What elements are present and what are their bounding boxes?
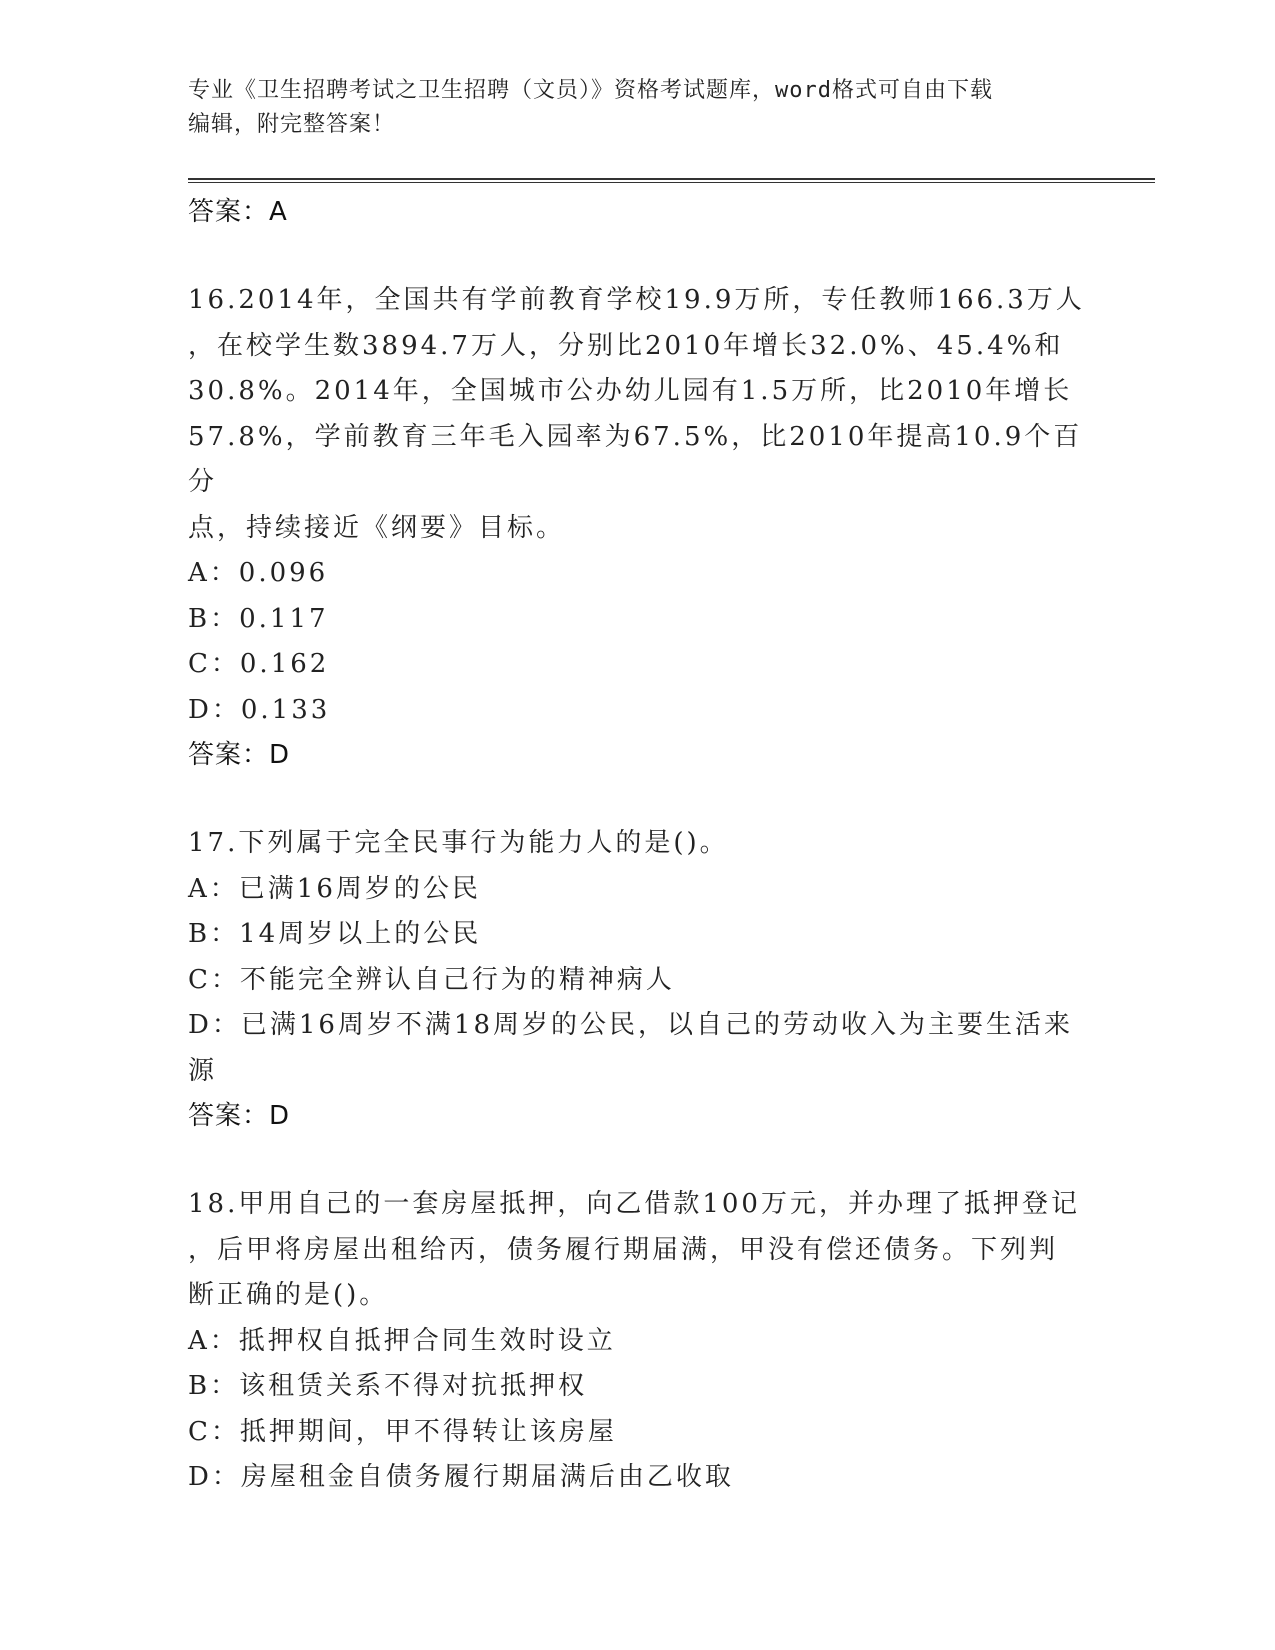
question-17 (188, 821, 1088, 1138)
question-16 (188, 278, 1088, 777)
option-a: A：抵押权自抵押合同生效时设立 (188, 1325, 616, 1356)
question-line: 17.下列属于完全民事行为能力人的是()。 (188, 828, 729, 858)
question-text (188, 1182, 1088, 1319)
question-line: 18.甲用自己的一套房屋抵押，向乙借款100万元，并办理了抵押登记 (188, 1189, 1080, 1219)
option-d-continued: 源 (188, 1055, 218, 1086)
question-line: 断正确的是()。 (188, 1280, 389, 1310)
answer: 答案：D (188, 1101, 291, 1131)
question-list (188, 190, 1088, 1501)
previous-answer: 答案：A (188, 197, 288, 227)
option-b: B：该租赁关系不得对抗抵押权 (188, 1371, 588, 1401)
question-line: ，后甲将房屋出租给丙，债务履行期届满，甲没有偿还债务。下列判 (188, 1234, 1059, 1265)
option-d: D：房屋租金自债务履行期届满后由乙收取 (188, 1462, 734, 1492)
option-d: D：已满16周岁不满18周岁的公民，以自己的劳动收入为主要生活来 (188, 1010, 1074, 1040)
option-d: D：0.133 (188, 694, 331, 725)
spacer (188, 1138, 1088, 1182)
option-c: C：0.162 (188, 649, 330, 679)
question-line: 16.2014年，全国共有学前教育学校19.9万所，专任教师166.3万人 (188, 285, 1085, 315)
question-text (188, 821, 1088, 867)
question-line: 57.8%，学前教育三年毛入园率为67.5%，比2010年提高10.9个百分 (188, 421, 1083, 497)
option-b: B：14周岁以上的公民 (188, 919, 482, 949)
question-line: ，在校学生数3894.7万人，分别比2010年增长32.0%、45.4%和 (188, 330, 1064, 361)
header-line-1: 专业《卫生招聘考试之卫生招聘（文员）》资格考试题库，word格式可自由下载 (188, 78, 993, 103)
header-divider (188, 178, 1155, 183)
option-c: C：不能完全辨认自己行为的精神病人 (188, 964, 675, 995)
spacer (188, 777, 1088, 821)
option-a: A：已满16周岁的公民 (188, 873, 481, 904)
document-header (188, 74, 1088, 142)
option-a: A：0.096 (188, 558, 329, 588)
question-line: 点，持续接近《纲要》目标。 (188, 512, 566, 543)
option-c: C：抵押期间，甲不得转让该房屋 (188, 1416, 617, 1447)
spacer (188, 234, 1088, 278)
answer: 答案：D (188, 740, 291, 770)
question-line: 30.8%。2014年，全国城市公办幼儿园有1.5万所，比2010年增长 (188, 376, 1073, 406)
option-b: B：0.117 (188, 603, 329, 634)
header-line-2: 编辑，附完整答案！ (188, 112, 396, 137)
question-text (188, 278, 1088, 551)
question-18 (188, 1182, 1088, 1501)
